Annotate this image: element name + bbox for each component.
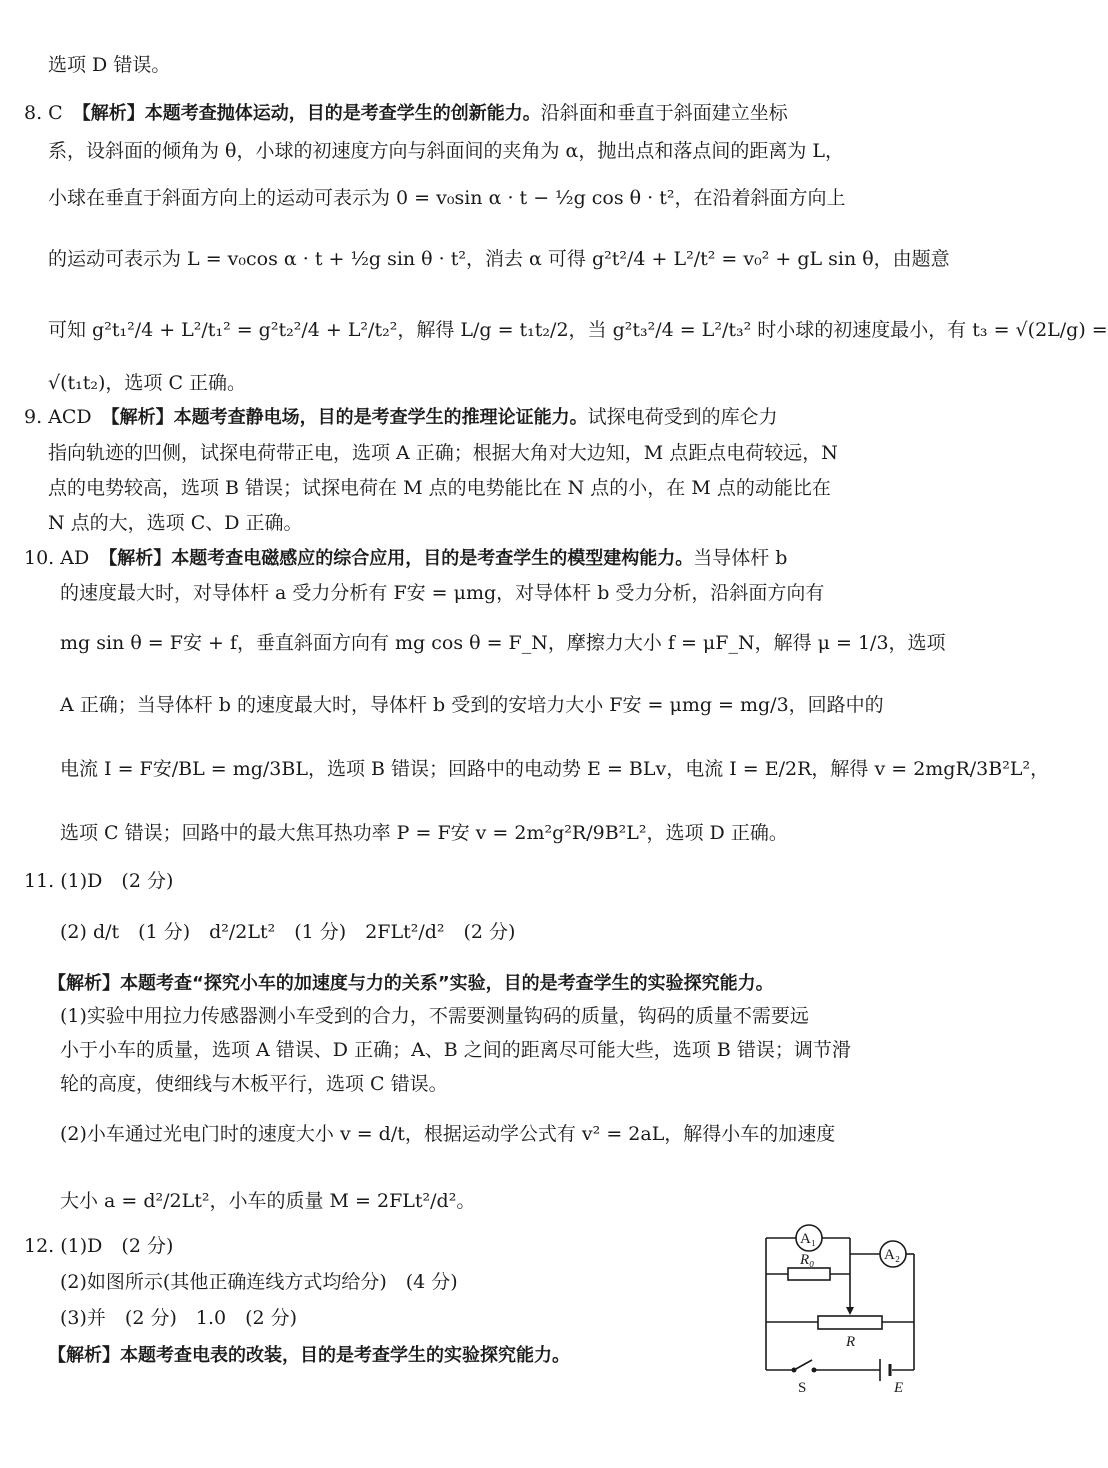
text-run: 选项 C 错误；回路中的最大焦耳热功率 P = F安 v = 2m²g²R/9B²L²，选项 D 正确。 <box>60 822 788 844</box>
text-run: 9. ACD <box>24 406 111 428</box>
text-line <box>48 440 838 466</box>
text-line <box>24 100 788 127</box>
ammeter-a1 <box>796 1225 822 1251</box>
text-line <box>24 868 173 894</box>
text-line <box>60 1121 835 1147</box>
resistor-r0 <box>788 1252 830 1280</box>
text-line <box>60 820 788 846</box>
text-run: 点的电势较高，选项 B 错误；试探电荷在 M 点的电势能比在 N 点的小，在 M 点的动能比在 <box>48 477 831 499</box>
text-run: (3)并 (2 分) 1.0 (2 分) <box>60 1307 298 1329</box>
text-line <box>60 580 824 606</box>
text-run: (2)如图所示(其他正确连线方式均给分) (4 分) <box>60 1271 458 1293</box>
analysis-heading: 【解析】本题考查静电场，目的是考查学生的推理论证能力。 <box>110 407 588 428</box>
resistor-r0-label: R₀ <box>800 1252 815 1268</box>
text-run: 12. (1)D (2 分) <box>24 1235 174 1257</box>
text-line <box>60 692 884 718</box>
analysis-heading: 【解析】本题考查电表的改装，目的是考查学生的实验探究能力。 <box>48 1345 570 1366</box>
text-run: √(t₁t₂)，选项 C 正确。 <box>48 372 247 394</box>
ammeter-a1-label: A₁ <box>800 1231 817 1247</box>
analysis-heading: 【解析】本题考查电磁感应的综合应用，目的是考查学生的模型建构能力。 <box>108 548 694 569</box>
text-line <box>60 1269 458 1295</box>
text-line <box>60 630 946 656</box>
text-run: 沿斜面和垂直于斜面建立坐标 <box>540 102 788 124</box>
rheostat-label: R <box>846 1334 856 1350</box>
text-line <box>48 970 774 997</box>
text-line <box>60 919 515 945</box>
switch-label: S <box>798 1380 807 1396</box>
text-line <box>60 1003 809 1029</box>
text-run: 8. C <box>24 102 82 124</box>
analysis-heading: 【解析】本题考查“探究小车的加速度与力的关系”实验，目的是考查学生的实验探究能力。 <box>48 973 774 994</box>
text-line <box>48 52 170 78</box>
text-run: 11. (1)D (2 分) <box>24 870 174 892</box>
text-run: mg sin θ = F安 + f，垂直斜面方向有 mg cos θ = F_N，摩擦力大小 f = μF_N，解得 μ = 1/3，选项 <box>60 632 946 654</box>
text-line <box>24 404 778 431</box>
text-run: (2) d/t (1 分) d²/2Lt² (1 分) 2FLt²/d² (2 分) <box>60 921 516 943</box>
rheostat <box>818 1307 882 1350</box>
circuit-diagram <box>752 1218 922 1398</box>
text-line <box>60 1305 297 1331</box>
text-run: 的速度最大时，对导体杆 a 受力分析有 F安 = μmg，对导体杆 b 受力分析，沿斜面方向有 <box>60 582 825 604</box>
text-line <box>48 510 303 536</box>
text-run: 选项 D 错误。 <box>48 54 171 76</box>
text-run: 大小 a = d²/2Lt²，小车的质量 M = 2FLt²/d²。 <box>60 1190 476 1212</box>
ammeter-a2 <box>880 1241 906 1267</box>
text-line <box>60 1037 851 1063</box>
text-run: 的运动可表示为 L = v₀cos α · t + ½g sin θ · t²，消去 α 可得 g²t²/4 + L²/t² = v₀² + gL sin θ，由题意 <box>48 248 950 270</box>
text-line <box>24 1233 173 1259</box>
text-run: (2)小车通过光电门时的速度大小 v = d/t，根据运动学公式有 v² = 2aL，解得小车的加速度 <box>60 1123 836 1145</box>
text-run: 小球在垂直于斜面方向上的运动可表示为 0 = v₀sin α · t − ½g cos θ · t²，在沿着斜面方向上 <box>48 187 846 209</box>
text-run: 轮的高度，使细线与木板平行，选项 C 错误。 <box>60 1073 448 1095</box>
battery <box>880 1359 903 1396</box>
text-line <box>48 1342 570 1369</box>
battery-label: E <box>894 1380 904 1396</box>
text-line <box>60 1188 475 1214</box>
text-run: A 正确；当导体杆 b 的速度最大时，导体杆 b 受到的安培力大小 F安 = μmg = mg/3，回路中的 <box>60 694 884 716</box>
text-run: 可知 g²t₁²/4 + L²/t₁² = g²t₂²/4 + L²/t₂²，解得 L/g = t₁t₂/2，当 g²t₃²/4 = L²/t₃² 时小球的初速度最小，有 t₃ = √(2L/g) = <box>48 319 1108 341</box>
text-line <box>60 1071 448 1097</box>
text-run: 系，设斜面的倾角为 θ，小球的初速度方向与斜面间的夹角为 α，抛出点和落点间的距离为 L， <box>48 140 845 162</box>
text-line <box>60 756 1049 782</box>
ammeter-a2-label: A₂ <box>884 1247 901 1263</box>
text-line <box>48 370 246 396</box>
text-line <box>48 138 844 164</box>
switch <box>792 1360 817 1396</box>
text-run: 电流 I = F安/BL = mg/3BL，选项 B 错误；回路中的电动势 E = BLv，电流 I = E/2R，解得 v = 2mgR/3B²L²， <box>60 758 1050 780</box>
text-run: 10. AD <box>24 547 109 569</box>
analysis-heading: 【解析】本题考查抛体运动，目的是考查学生的创新能力。 <box>81 103 541 124</box>
text-run: 指向轨迹的凹侧，试探电荷带正电，选项 A 正确；根据大角对大边知，M 点距点电荷较远，N <box>48 442 838 464</box>
text-line <box>48 317 1108 343</box>
text-line <box>48 246 950 272</box>
text-line <box>48 185 845 211</box>
text-run: 当导体杆 b <box>693 547 788 569</box>
text-line <box>48 475 831 501</box>
text-run: 试探电荷受到的库仑力 <box>587 406 778 428</box>
text-run: 小于小车的质量，选项 A 错误、D 正确；A、B 之间的距离尽可能大些，选项 B 错误；调节滑 <box>60 1039 851 1061</box>
text-line <box>24 545 787 572</box>
text-run: (1)实验中用拉力传感器测小车受到的合力，不需要测量钩码的质量，钩码的质量不需要远 <box>60 1005 809 1027</box>
text-run: N 点的大，选项 C、D 正确。 <box>48 512 303 534</box>
